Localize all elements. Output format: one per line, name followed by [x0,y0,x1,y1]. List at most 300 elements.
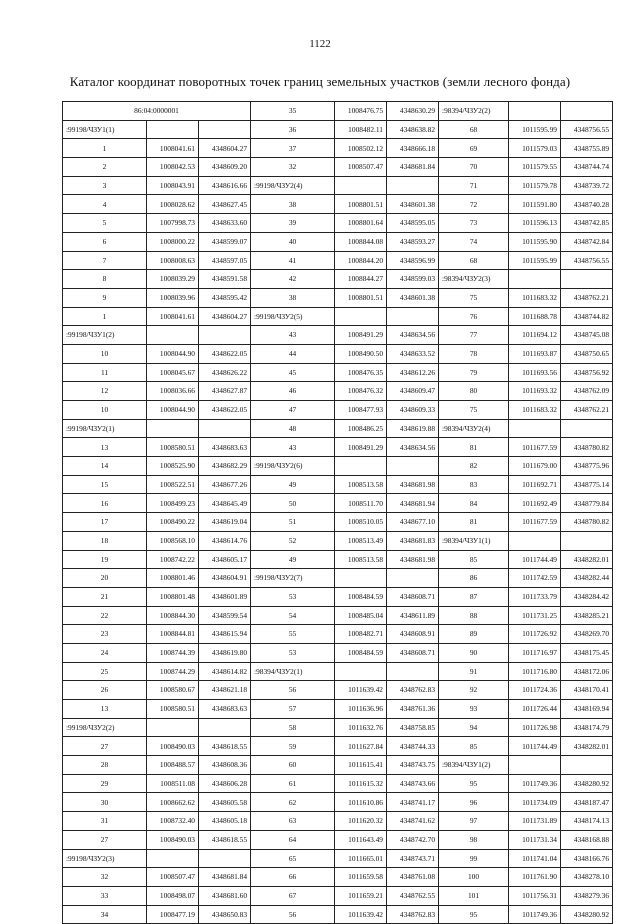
x-coordinate: 1008041.61 [147,139,199,158]
x-coordinate: 1008476.35 [335,363,387,382]
x-coordinate: 1008482.11 [335,120,387,139]
point-number: 88 [439,606,509,625]
table-row [63,830,613,849]
x-coordinate: 1011693.32 [509,382,561,401]
y-coordinate: 4348742.70 [387,830,439,849]
x-coordinate: 1011726.44 [509,700,561,719]
x-coordinate: 1011692.71 [509,475,561,494]
y-coordinate: 4348599.03 [387,270,439,289]
table-row [63,307,613,326]
point-number: 41 [251,251,335,270]
y-coordinate: 4348166.76 [561,849,613,868]
table-row [63,886,613,905]
table-row [63,382,613,401]
x-coordinate: 1011643.49 [335,830,387,849]
point-number: 17 [63,513,147,532]
x-coordinate: 1011596.13 [509,214,561,233]
y-coordinate: 4348608.91 [387,625,439,644]
x-coordinate: 1008742.22 [147,550,199,569]
empty-cell [199,849,251,868]
point-number: 31 [63,812,147,831]
x-coordinate: 1008028.62 [147,195,199,214]
y-coordinate: 4348605.18 [199,812,251,831]
y-coordinate: 4348743.75 [387,756,439,775]
point-number: 10 [63,401,147,420]
y-coordinate: 4348280.92 [561,774,613,793]
parcel-label: :98394/ЧЗУ2(3) [439,270,509,289]
x-coordinate: 1011756.31 [509,886,561,905]
x-coordinate: 1008477.19 [147,905,199,924]
y-coordinate: 4348755.89 [561,139,613,158]
table-row [63,569,613,588]
y-coordinate: 4348601.38 [387,195,439,214]
x-coordinate: 1011726.98 [509,718,561,737]
parcel-label: :99198/ЧЗУ2(7) [251,569,335,588]
x-coordinate: 1011677.59 [509,438,561,457]
y-coordinate: 4348174.79 [561,718,613,737]
y-coordinate: 4348744.33 [387,737,439,756]
point-number: 21 [63,587,147,606]
y-coordinate: 4348739.72 [561,176,613,195]
y-coordinate: 4348750.65 [561,344,613,363]
x-coordinate: 1011627.84 [335,737,387,756]
y-coordinate: 4348681.84 [199,868,251,887]
point-number: 62 [251,793,335,812]
table-row [63,363,613,382]
point-number: 65 [251,849,335,868]
x-coordinate: 1008744.29 [147,662,199,681]
x-coordinate: 1008045.67 [147,363,199,382]
point-number: 53 [251,643,335,662]
y-coordinate: 4348591.58 [199,270,251,289]
coordinates-table [62,101,613,924]
y-coordinate: 4348666.18 [387,139,439,158]
x-coordinate: 1011749.36 [509,905,561,924]
x-coordinate: 1008801.51 [335,195,387,214]
y-coordinate: 4348626.22 [199,363,251,382]
point-number: 95 [439,774,509,793]
x-coordinate: 1011733.79 [509,587,561,606]
y-coordinate: 4348612.26 [387,363,439,382]
x-coordinate: 1008507.47 [147,868,199,887]
y-coordinate: 4348596.99 [387,251,439,270]
point-number: 8 [63,270,147,289]
x-coordinate: 1011659.58 [335,868,387,887]
table-row [63,643,613,662]
y-coordinate: 4348168.88 [561,830,613,849]
empty-cell [387,457,439,476]
point-number: 30 [63,793,147,812]
empty-cell [147,849,199,868]
x-coordinate: 1008008.63 [147,251,199,270]
point-number: 92 [439,681,509,700]
y-coordinate: 4348762.83 [387,681,439,700]
table-row [63,606,613,625]
x-coordinate: 1011749.36 [509,774,561,793]
table-row [63,756,613,775]
y-coordinate: 4348622.05 [199,401,251,420]
x-coordinate: 1011731.25 [509,606,561,625]
y-coordinate: 4348677.26 [199,475,251,494]
x-coordinate: 1011659.21 [335,886,387,905]
empty-cell [509,419,561,438]
x-coordinate: 1011579.55 [509,158,561,177]
x-coordinate: 1008491.29 [335,438,387,457]
y-coordinate: 4348743.66 [387,774,439,793]
x-coordinate: 1011742.59 [509,569,561,588]
empty-cell [335,569,387,588]
x-coordinate: 1011693.87 [509,344,561,363]
point-number: 98 [439,830,509,849]
x-coordinate: 1011595.90 [509,232,561,251]
parcel-label: :98394/ЧЗУ2(2) [439,102,509,121]
x-coordinate: 1011683.32 [509,401,561,420]
point-number: 11 [63,363,147,382]
y-coordinate: 4348601.38 [387,288,439,307]
y-coordinate: 4348681.98 [387,550,439,569]
parcel-label: :99198/ЧЗУ2(2) [63,718,147,737]
y-coordinate: 4348740.28 [561,195,613,214]
y-coordinate: 4348282.01 [561,737,613,756]
empty-cell [199,419,251,438]
point-number: 40 [251,232,335,251]
x-coordinate: 1008490.03 [147,830,199,849]
point-number: 1 [63,307,147,326]
y-coordinate: 4348599.07 [199,232,251,251]
cadastral-block-number: 86:04:0000001 [63,102,251,121]
y-coordinate: 4348650.83 [199,905,251,924]
empty-cell [199,326,251,345]
x-coordinate: 1011688.78 [509,307,561,326]
point-number: 38 [251,288,335,307]
x-coordinate: 1008732.40 [147,812,199,831]
table-row [63,774,613,793]
x-coordinate: 1011639.42 [335,905,387,924]
y-coordinate: 4348762.09 [561,382,613,401]
x-coordinate: 1011744.49 [509,550,561,569]
point-number: 25 [63,662,147,681]
table-row [63,419,613,438]
table-row [63,494,613,513]
y-coordinate: 4348280.92 [561,905,613,924]
point-number: 101 [439,886,509,905]
point-number: 97 [439,812,509,831]
x-coordinate: 1008476.75 [335,102,387,121]
y-coordinate: 4348614.82 [199,662,251,681]
x-coordinate: 1008491.29 [335,326,387,345]
point-number: 53 [251,587,335,606]
point-number: 56 [251,905,335,924]
table-row [63,849,613,868]
y-coordinate: 4348762.21 [561,401,613,420]
point-number: 2 [63,158,147,177]
y-coordinate: 4348608.36 [199,756,251,775]
x-coordinate: 1011620.32 [335,812,387,831]
point-number: 29 [63,774,147,793]
x-coordinate: 1011615.41 [335,756,387,775]
point-number: 81 [439,438,509,457]
x-coordinate: 1008580.67 [147,681,199,700]
empty-cell [509,531,561,550]
point-number: 73 [439,214,509,233]
point-number: 87 [439,587,509,606]
point-number: 49 [251,550,335,569]
parcel-label: :98394/ЧЗУ2(1) [251,662,335,681]
y-coordinate: 4348645.49 [199,494,251,513]
table-row [63,401,613,420]
x-coordinate: 1008000.22 [147,232,199,251]
y-coordinate: 4348169.94 [561,700,613,719]
y-coordinate: 4348604.27 [199,307,251,326]
point-number: 77 [439,326,509,345]
y-coordinate: 4348621.18 [199,681,251,700]
x-coordinate: 1011615.32 [335,774,387,793]
x-coordinate: 1011734.09 [509,793,561,812]
point-number: 49 [251,475,335,494]
x-coordinate: 1008513.58 [335,475,387,494]
y-coordinate: 4348595.05 [387,214,439,233]
y-coordinate: 4348743.71 [387,849,439,868]
y-coordinate: 4348616.66 [199,176,251,195]
x-coordinate: 1011595.99 [509,251,561,270]
table-row [63,139,613,158]
table-row [63,550,613,569]
page-number: 1122 [309,38,331,50]
point-number: 99 [439,849,509,868]
x-coordinate: 1011716.97 [509,643,561,662]
table-row [63,457,613,476]
y-coordinate: 4348269.70 [561,625,613,644]
x-coordinate: 1008513.49 [335,531,387,550]
empty-cell [199,718,251,737]
point-number: 58 [251,718,335,737]
x-coordinate: 1008036.66 [147,382,199,401]
point-number: 15 [63,475,147,494]
x-coordinate: 1007998.73 [147,214,199,233]
point-number: 74 [439,232,509,251]
x-coordinate: 1008801.51 [335,288,387,307]
y-coordinate: 4348284.42 [561,587,613,606]
x-coordinate: 1008476.32 [335,382,387,401]
point-number: 7 [63,251,147,270]
empty-cell [509,270,561,289]
x-coordinate: 1008801.46 [147,569,199,588]
point-number: 16 [63,494,147,513]
table-row [63,344,613,363]
y-coordinate: 4348761.08 [387,868,439,887]
table-row [63,718,613,737]
point-number: 93 [439,700,509,719]
point-number: 64 [251,830,335,849]
point-number: 80 [439,382,509,401]
point-number: 5 [63,214,147,233]
y-coordinate: 4348744.74 [561,158,613,177]
x-coordinate: 1008488.57 [147,756,199,775]
point-number: 76 [439,307,509,326]
x-coordinate: 1011731.89 [509,812,561,831]
y-coordinate: 4348742.85 [561,214,613,233]
empty-cell [335,176,387,195]
point-number: 91 [439,662,509,681]
table-row [63,531,613,550]
point-number: 52 [251,531,335,550]
y-coordinate: 4348604.27 [199,139,251,158]
point-number: 14 [63,457,147,476]
y-coordinate: 4348633.60 [199,214,251,233]
y-coordinate: 4348285.21 [561,606,613,625]
table-row [63,905,613,924]
x-coordinate: 1008507.47 [335,158,387,177]
y-coordinate: 4348282.01 [561,550,613,569]
parcel-label: :98394/ЧЗУ2(4) [439,419,509,438]
empty-cell [509,756,561,775]
y-coordinate: 4348172.06 [561,662,613,681]
empty-cell [387,662,439,681]
y-coordinate: 4348681.98 [387,475,439,494]
x-coordinate: 1011731.34 [509,830,561,849]
y-coordinate: 4348608.71 [387,587,439,606]
empty-cell [335,457,387,476]
point-number: 24 [63,643,147,662]
table-row [63,681,613,700]
point-number: 85 [439,550,509,569]
point-number: 48 [251,419,335,438]
point-number: 36 [251,120,335,139]
point-number: 9 [63,288,147,307]
y-coordinate: 4348174.13 [561,812,613,831]
y-coordinate: 4348282.44 [561,569,613,588]
empty-cell [387,569,439,588]
y-coordinate: 4348615.94 [199,625,251,644]
y-coordinate: 4348633.52 [387,344,439,363]
x-coordinate: 1008041.61 [147,307,199,326]
x-coordinate: 1008568.10 [147,531,199,550]
point-number: 18 [63,531,147,550]
y-coordinate: 4348741.17 [387,793,439,812]
empty-cell [509,102,561,121]
y-coordinate: 4348756.55 [561,251,613,270]
y-coordinate: 4348605.58 [199,793,251,812]
x-coordinate: 1011741.04 [509,849,561,868]
y-coordinate: 4348756.55 [561,120,613,139]
y-coordinate: 4348609.20 [199,158,251,177]
point-number: 51 [251,513,335,532]
x-coordinate: 1008844.08 [335,232,387,251]
parcel-label: :99198/ЧЗУ1(1) [63,120,147,139]
table-row [63,438,613,457]
point-number: 46 [251,382,335,401]
y-coordinate: 4348609.33 [387,401,439,420]
point-number: 59 [251,737,335,756]
table-row [63,812,613,831]
point-number: 66 [251,868,335,887]
point-number: 63 [251,812,335,831]
x-coordinate: 1008485.04 [335,606,387,625]
parcel-label: :99198/ЧЗУ2(1) [63,419,147,438]
x-coordinate: 1008844.20 [335,251,387,270]
point-number: 32 [63,868,147,887]
x-coordinate: 1011636.96 [335,700,387,719]
x-coordinate: 1008580.51 [147,438,199,457]
x-coordinate: 1008801.64 [335,214,387,233]
empty-cell [147,419,199,438]
y-coordinate: 4348279.36 [561,886,613,905]
table-row [63,737,613,756]
coordinates-table-body [63,102,613,924]
x-coordinate: 1008482.71 [335,625,387,644]
y-coordinate: 4348681.94 [387,494,439,513]
y-coordinate: 4348634.56 [387,326,439,345]
point-number: 42 [251,270,335,289]
table-row [63,270,613,289]
y-coordinate: 4348780.82 [561,438,613,457]
point-number: 23 [63,625,147,644]
point-number: 10 [63,344,147,363]
y-coordinate: 4348775.96 [561,457,613,476]
point-number: 39 [251,214,335,233]
y-coordinate: 4348618.55 [199,737,251,756]
y-coordinate: 4348745.08 [561,326,613,345]
point-number: 68 [439,251,509,270]
x-coordinate: 1008499.23 [147,494,199,513]
empty-cell [561,102,613,121]
y-coordinate: 4348742.84 [561,232,613,251]
table-row [63,587,613,606]
y-coordinate: 4348614.76 [199,531,251,550]
empty-cell [335,307,387,326]
x-coordinate: 1008511.08 [147,774,199,793]
y-coordinate: 4348619.04 [199,513,251,532]
point-number: 19 [63,550,147,569]
point-number: 3 [63,176,147,195]
y-coordinate: 4348599.54 [199,606,251,625]
y-coordinate: 4348622.05 [199,344,251,363]
y-coordinate: 4348756.92 [561,363,613,382]
x-coordinate: 1011679.00 [509,457,561,476]
table-row [63,513,613,532]
point-number: 69 [439,139,509,158]
point-number: 89 [439,625,509,644]
x-coordinate: 1011632.76 [335,718,387,737]
point-number: 90 [439,643,509,662]
x-coordinate: 1008484.59 [335,587,387,606]
y-coordinate: 4348606.28 [199,774,251,793]
x-coordinate: 1008039.29 [147,270,199,289]
parcel-label: :99198/ЧЗУ2(3) [63,849,147,868]
parcel-label: :98394/ЧЗУ1(1) [439,531,509,550]
x-coordinate: 1011724.36 [509,681,561,700]
y-coordinate: 4348761.36 [387,700,439,719]
x-coordinate: 1008662.62 [147,793,199,812]
y-coordinate: 4348681.83 [387,531,439,550]
table-row [63,120,613,139]
y-coordinate: 4348762.55 [387,886,439,905]
x-coordinate: 1008844.30 [147,606,199,625]
y-coordinate: 4348597.05 [199,251,251,270]
y-coordinate: 4348683.63 [199,438,251,457]
table-row [63,326,613,345]
y-coordinate: 4348608.71 [387,643,439,662]
x-coordinate: 1008484.59 [335,643,387,662]
point-number: 86 [439,569,509,588]
empty-cell [335,662,387,681]
x-coordinate: 1011716.80 [509,662,561,681]
point-number: 84 [439,494,509,513]
x-coordinate: 1008513.58 [335,550,387,569]
x-coordinate: 1008042.53 [147,158,199,177]
point-number: 27 [63,830,147,849]
y-coordinate: 4348630.29 [387,102,439,121]
